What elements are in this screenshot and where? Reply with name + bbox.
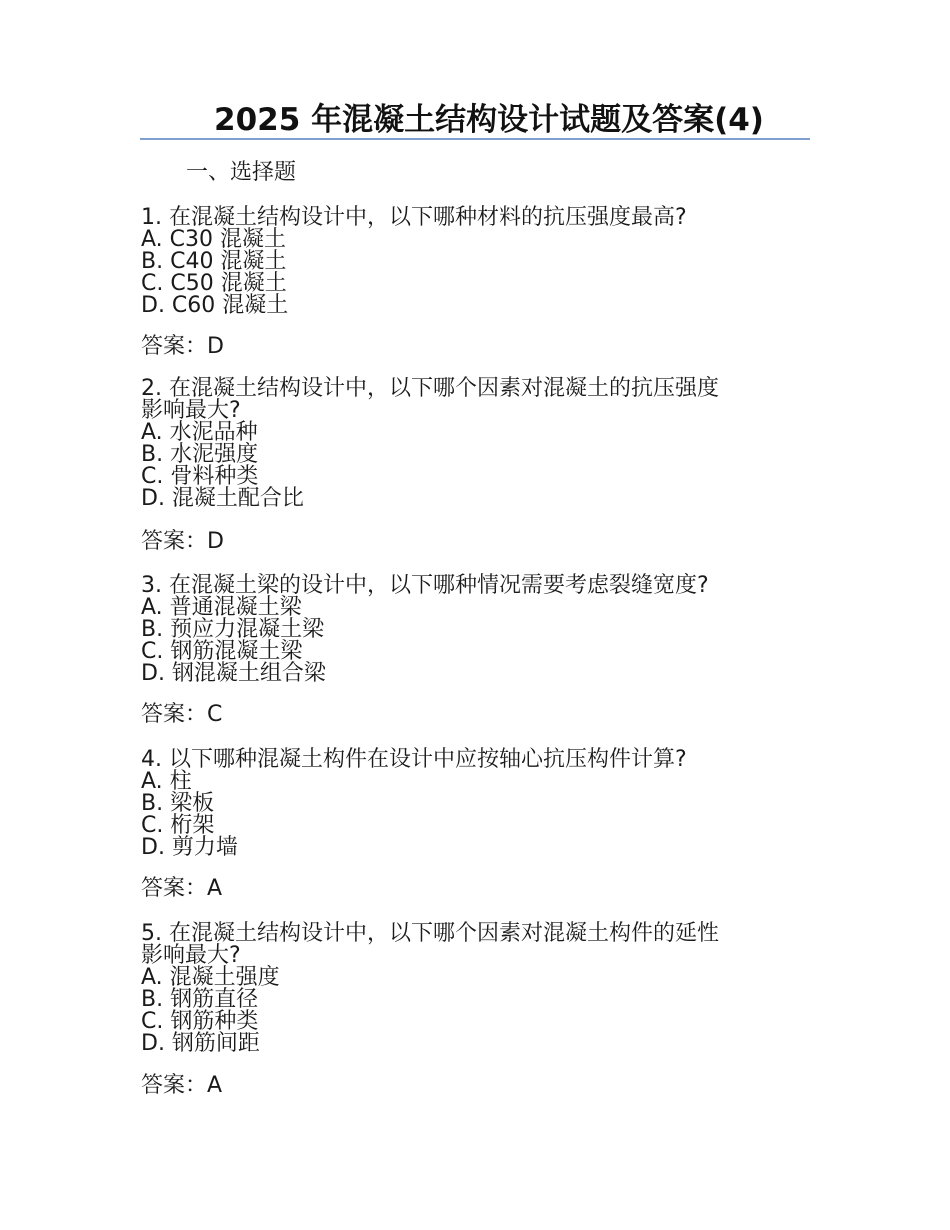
option-d: D. 剪力墙: [141, 835, 238, 860]
option-a: A. 水泥品种: [141, 420, 258, 445]
option-b: B. 水泥强度: [141, 442, 259, 467]
question-stem-continued: 影响最大?: [141, 943, 241, 968]
option-b: B. C40 混凝土: [141, 249, 287, 274]
question-stem: 2. 在混凝土结构设计中，以下哪个因素对混凝土的抗压强度: [141, 376, 719, 401]
answer-line: 答案：A: [141, 876, 223, 901]
option-b: B. 钢筋直径: [141, 987, 259, 1012]
question-stem: 1. 在混凝土结构设计中，以下哪种材料的抗压强度最高?: [141, 205, 687, 230]
option-c: C. 钢筋种类: [141, 1009, 259, 1034]
option-d: D. 混凝土配合比: [141, 486, 304, 511]
question-stem: 3. 在混凝土梁的设计中，以下哪种情况需要考虑裂缝宽度?: [141, 573, 709, 598]
section-heading: 一、选择题: [186, 160, 297, 185]
answer-line: 答案：A: [141, 1073, 223, 1098]
option-d: D. C60 混凝土: [141, 293, 289, 318]
question-block: [141, 207, 801, 317]
question-block: [141, 923, 801, 1055]
question-stem: 4. 以下哪种混凝土构件在设计中应按轴心抗压构件计算?: [141, 747, 687, 772]
title-underline: [140, 138, 810, 140]
question-block: [141, 378, 801, 510]
option-a: A. 普通混凝土梁: [141, 595, 302, 620]
question-stem: 5. 在混凝土结构设计中，以下哪个因素对混凝土构件的延性: [141, 921, 719, 946]
option-a: A. 混凝土强度: [141, 965, 280, 990]
option-d: D. 钢混凝土组合梁: [141, 661, 326, 686]
option-b: B. 梁板: [141, 791, 215, 816]
option-c: C. 桁架: [141, 813, 215, 838]
question-block: [141, 575, 801, 685]
option-c: C. 骨料种类: [141, 464, 259, 489]
option-c: C. C50 混凝土: [141, 271, 287, 296]
option-a: A. 柱: [141, 769, 192, 794]
answer-line: 答案：C: [141, 702, 223, 727]
option-c: C. 钢筋混凝土梁: [141, 639, 303, 664]
question-stem-continued: 影响最大?: [141, 398, 241, 423]
option-a: A. C30 混凝土: [141, 227, 286, 252]
answer-line: 答案：D: [141, 529, 224, 554]
question-block: [141, 749, 801, 859]
answer-line: 答案：D: [141, 334, 224, 359]
option-d: D. 钢筋间距: [141, 1031, 260, 1056]
option-b: B. 预应力混凝土梁: [141, 617, 325, 642]
document-title: 2025 年混凝土结构设计试题及答案(4): [214, 102, 764, 138]
